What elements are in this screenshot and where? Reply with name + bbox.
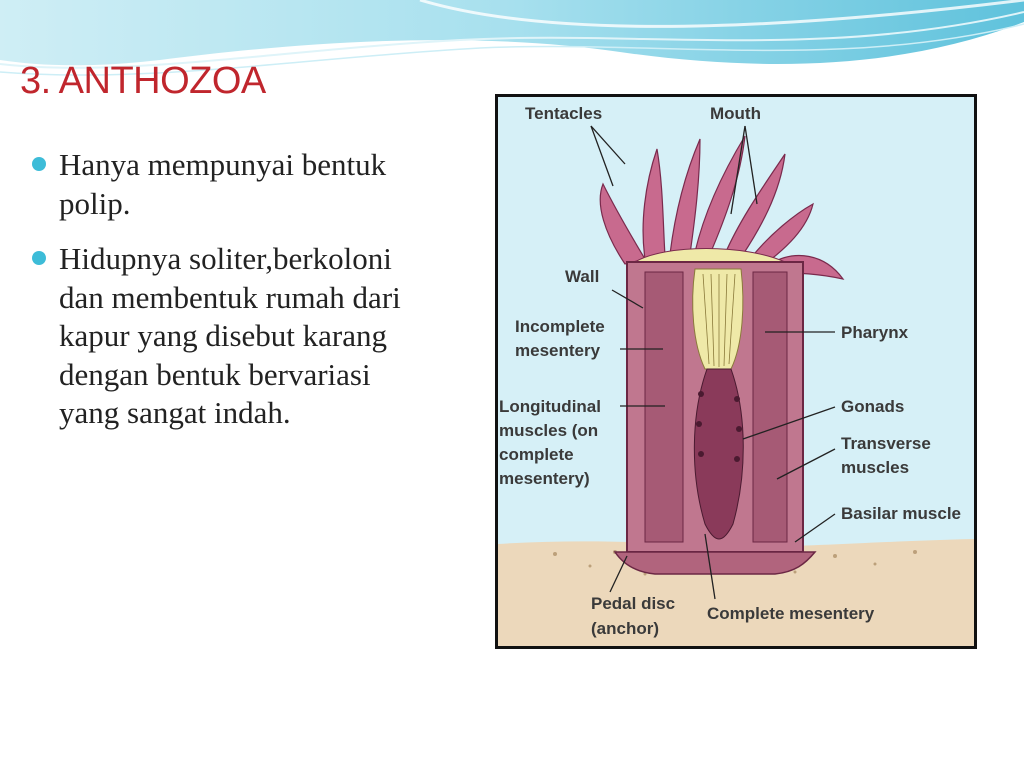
label-gonads: Gonads [841,397,905,416]
label-transverse: Transverse [841,434,931,453]
bullet-item [32,240,432,433]
anthozoa-anatomy-diagram [495,94,977,649]
label-wall: Wall [565,267,600,286]
bullet-icon [32,157,46,171]
label-complete-mesentery: Complete mesentery [707,604,875,623]
label-incomplete: Incomplete [515,317,605,336]
label-longitudinal: Longitudinal [499,397,601,416]
label-tentacles: Tentacles [525,104,603,123]
label-pharynx: Pharynx [841,323,909,342]
label-longitudinal-complete: complete [499,445,574,464]
label-transverse-muscles: muscles [841,458,910,477]
slide-title: 3. ANTHOZOA [20,60,266,102]
label-pedal-disc: Pedal disc [591,594,676,613]
label-pedal-anchor: (anchor) [591,619,659,638]
bullet-text: Hanya mempunyai bentuk polip. [59,147,387,221]
label-mouth: Mouth [710,104,761,123]
bullet-list [32,146,432,450]
label-incomplete-mesentery: mesentery [515,341,601,360]
bullet-icon [32,251,46,265]
bullet-item [32,146,432,223]
label-basilar-muscle: Basilar muscle [841,504,962,523]
label-longitudinal-mesentery: mesentery) [499,469,590,488]
bullet-text: Hidupnya soliter,berkoloni dan membentuk rumah dari kapur yang disebut karang dengan bentuk bervariasi yang sangat indah. [59,241,401,430]
label-longitudinal-muscles: muscles (on [499,421,599,440]
